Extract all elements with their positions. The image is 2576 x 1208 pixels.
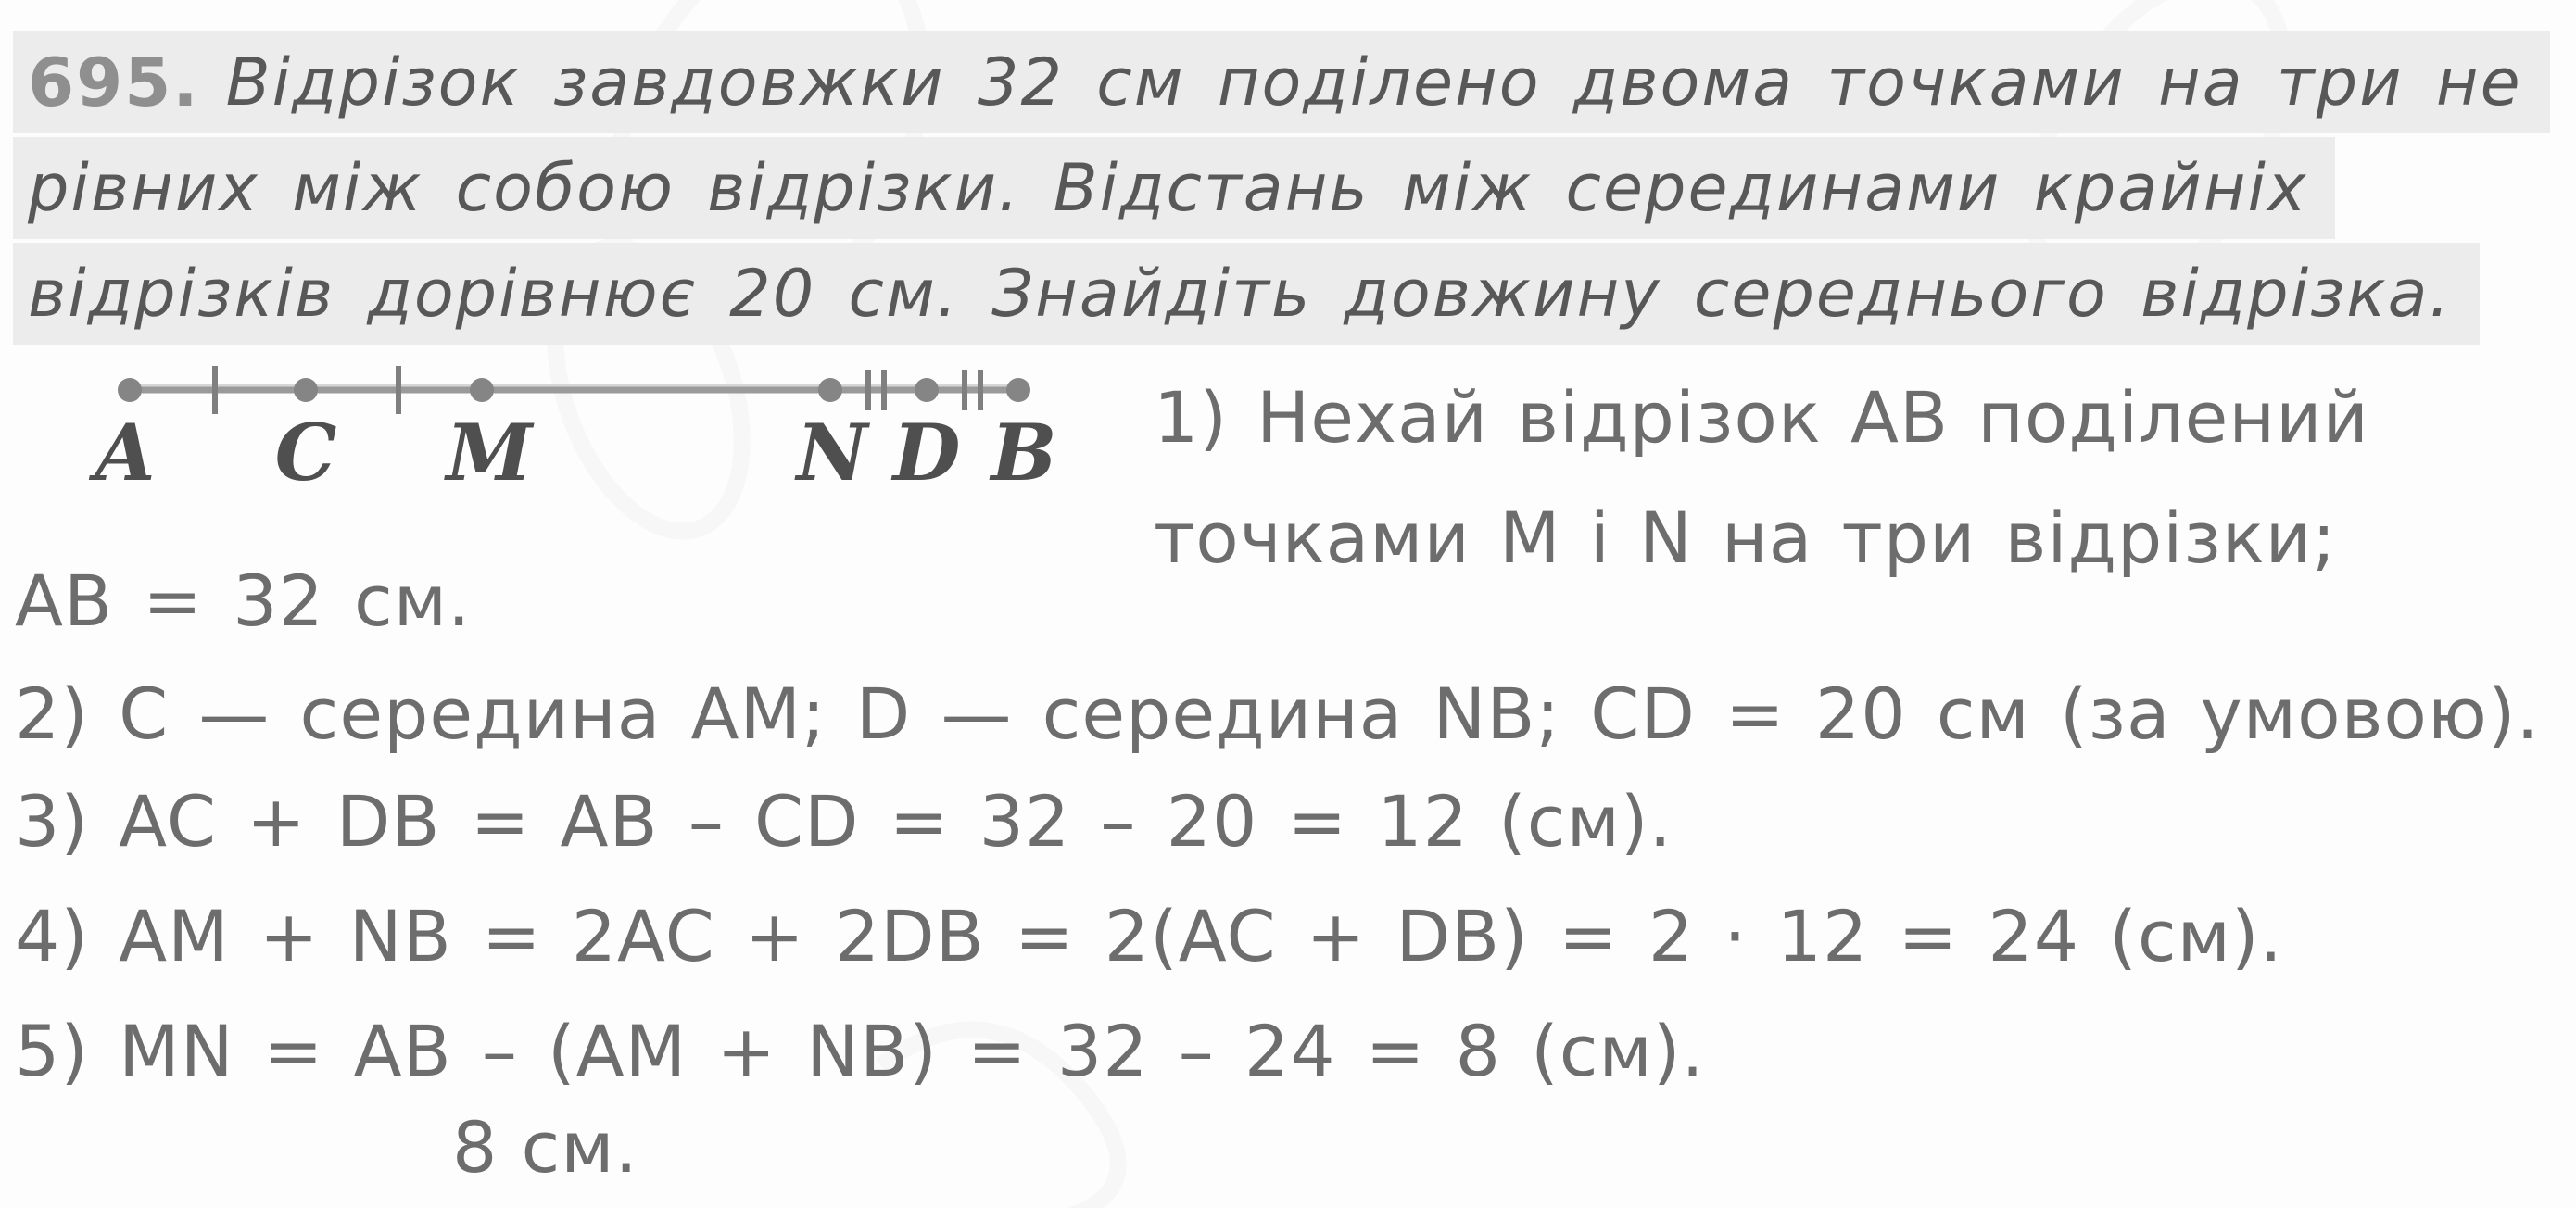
statement-line-3: відрізків дорівнює 20 см. Знайдіть довжину середнього відрізка. xyxy=(28,256,2452,332)
statement-highlight-line-1 xyxy=(13,31,2550,133)
point-dot-N xyxy=(818,378,842,402)
solution-step-1-line-2: точками M і N на три відрізки; xyxy=(1154,497,2337,579)
solution-step-1 xyxy=(1154,358,2369,598)
point-dot-D xyxy=(915,378,939,402)
point-label-A: A xyxy=(95,407,156,498)
solution-line-step-4: 4) AM + NB = 2AC + 2DB = 2(AC + DB) = 2 · 12 = 24 (см). xyxy=(15,895,2283,977)
point-dot-A xyxy=(118,378,142,402)
point-dot-M xyxy=(470,378,494,402)
statement-highlight-line-2 xyxy=(13,137,2335,239)
answer-text: 8 см. xyxy=(452,1106,638,1189)
point-dot-C xyxy=(294,378,318,402)
solution-line-ab: AB = 32 см. xyxy=(15,560,472,642)
point-label-B: B xyxy=(991,407,1057,498)
solution-line-step-5: 5) MN = AB – (AM + NB) = 32 – 24 = 8 (см). xyxy=(15,1010,1705,1092)
point-label-C: C xyxy=(274,407,337,498)
point-labels xyxy=(88,407,1056,498)
point-label-M: M xyxy=(446,407,533,498)
point-label-D: D xyxy=(892,407,961,498)
solution-step-1-line-1: 1) Нехай відрізок AB поділений xyxy=(1154,376,2369,459)
statement-highlight-line-3 xyxy=(13,243,2480,345)
statement-line-2: рівних між собою відрізки. Відстань між серединами крайніх xyxy=(28,150,2308,226)
point-dot-B xyxy=(1006,378,1030,402)
point-label-N: N xyxy=(796,407,868,498)
solution-line-step-2: 2) C — середина AM; D — середина NB; CD = 20 см (за умовою). xyxy=(15,673,2540,755)
problem-number: 695. xyxy=(28,44,200,121)
solution-line-step-3: 3) AC + DB = AB – CD = 32 – 20 = 12 (см). xyxy=(15,780,1673,862)
segment-diagram xyxy=(74,355,1093,522)
statement-line-1: Відрізок завдовжки 32 см поділено двома точками на три не xyxy=(225,44,2522,120)
